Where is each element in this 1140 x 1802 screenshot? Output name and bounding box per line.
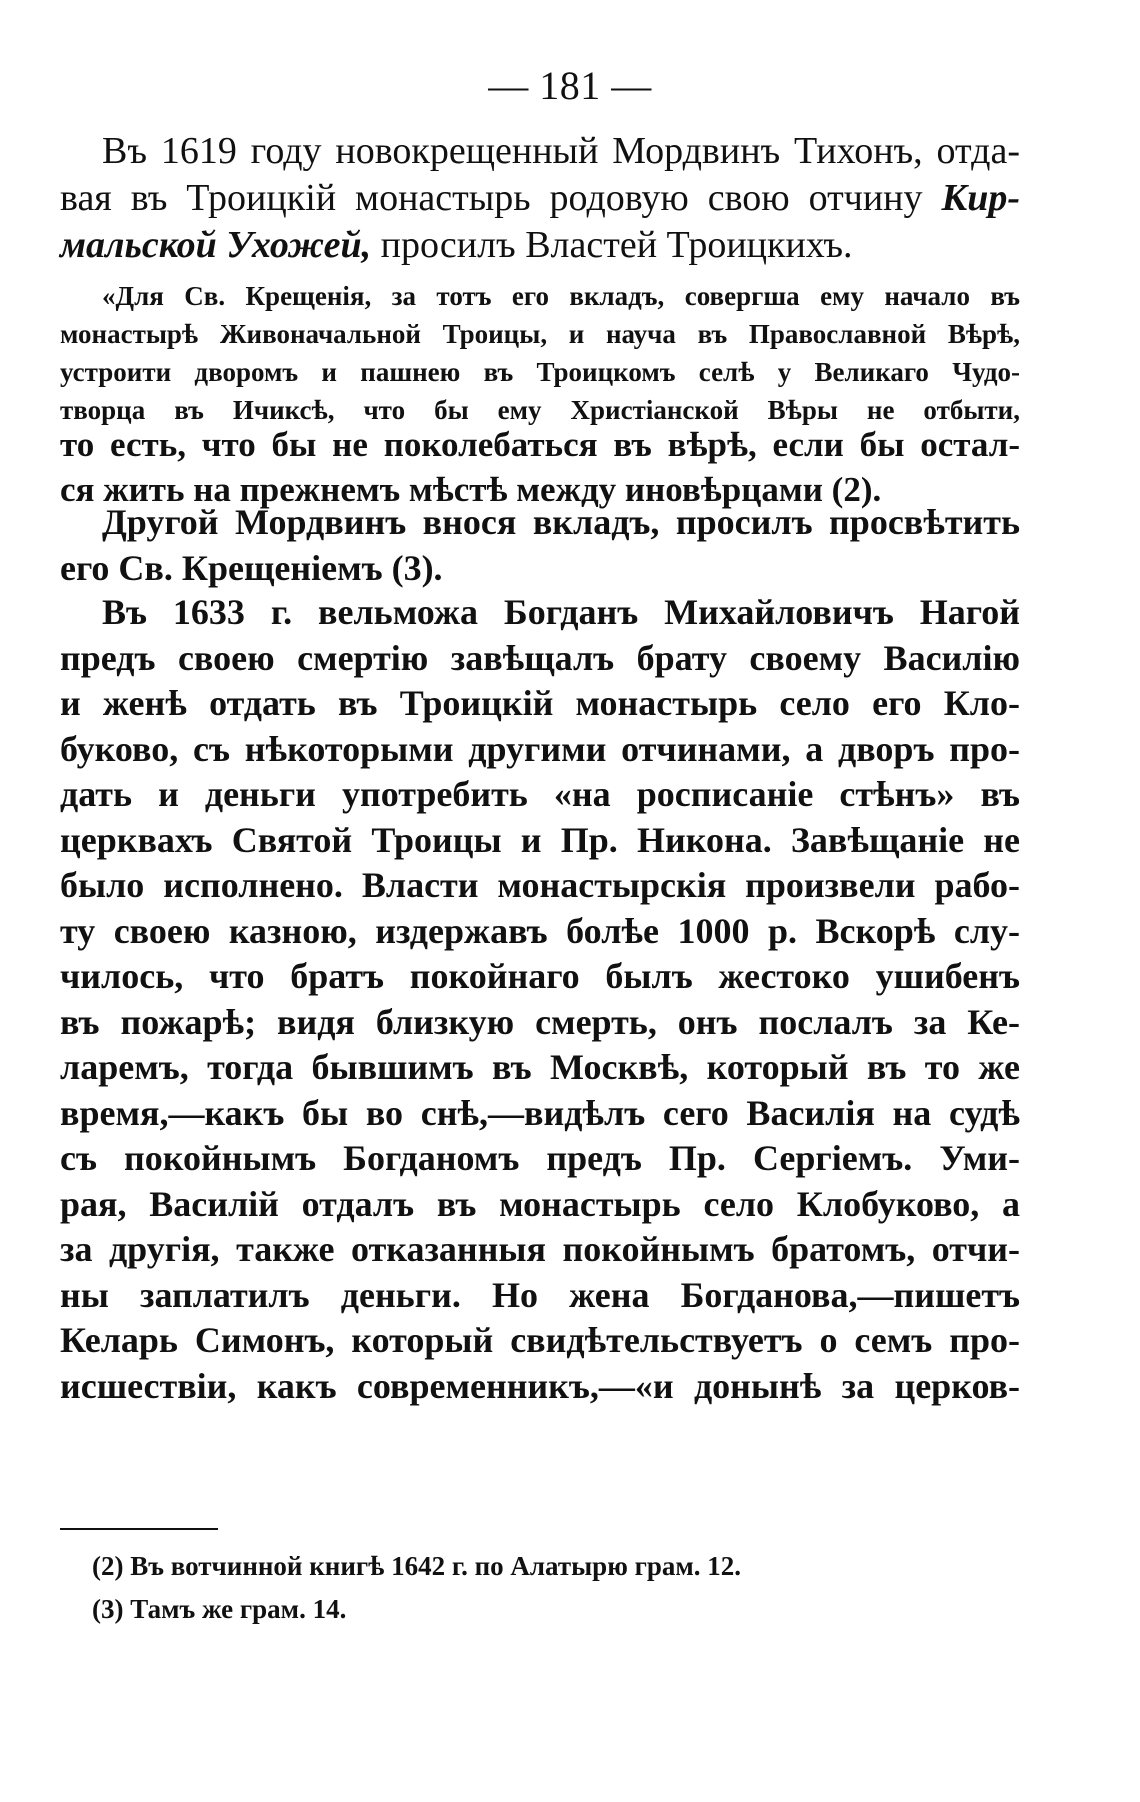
paragraph-2 — [60, 500, 1020, 591]
text-line — [60, 175, 1020, 222]
text-line: его Св. Крещеніемъ (3). — [60, 547, 443, 588]
text-line: Келарь Симонъ, который свидѣтельствуетъ о семъ про- — [60, 1320, 1020, 1360]
text-line — [60, 222, 1020, 269]
footnote-2: (2) Въ вотчинной книгѣ 1642 г. по Алатырю грам. 12. — [92, 1551, 742, 1581]
text-line: было исполнено. Власти монастырскія произвели рабо- — [60, 865, 1020, 905]
paragraph-3 — [60, 590, 1020, 1409]
text-line: Другой Мордвинъ внося вкладъ, просилъ просвѣтить — [102, 502, 1020, 542]
text-line: ны заплатилъ деньги. Но жена Богданова,—пишетъ — [60, 1274, 1020, 1315]
text-line: чилось, что братъ покойнаго былъ жестоко ушибенъ — [60, 956, 1020, 996]
footnote-divider — [60, 1528, 218, 1530]
text-line: съ покойнымъ Богданомъ предъ Пр. Сергіемъ. Уми- — [60, 1138, 1020, 1178]
quote-line: устроити дворомъ и пашнею въ Троицкомъ селѣ у Великаго Чудо- — [60, 357, 1020, 387]
text-line: исшествіи, какъ современникъ,—«и донынѣ за церков- — [60, 1365, 1020, 1406]
text-line: за другія, также отказанныя покойнымъ братомъ, отчи- — [60, 1229, 1020, 1269]
quote-line: ся жить на прежнемъ мѣстѣ между иновѣрцами (2). — [60, 470, 882, 509]
text-span: вая въ Троицкій монастырь родовую свою отчину — [60, 177, 942, 219]
quote-line: «Для Св. Крещенія, за тотъ его вкладъ, совергша ему начало въ — [102, 281, 1020, 311]
quote-line: то есть, что бы не поколебаться въ вѣрѣ, если бы остал- — [60, 425, 1020, 464]
text-line: церквахъ Святой Троицы и Пр. Никона. Завѣщаніе не — [60, 819, 1020, 860]
text-line: Въ 1633 г. вельможа Богданъ Михайловичъ Нагой — [102, 592, 1020, 632]
text-line: и женѣ отдать въ Троицкій монастырь село его Кло- — [60, 683, 1020, 723]
text-line: ларемъ, тогда бывшимъ въ Москвѣ, который въ то же — [60, 1047, 1020, 1087]
page-number: — 181 — — [488, 63, 652, 108]
footnote-3: (3) Тамъ же грам. 14. — [92, 1594, 347, 1624]
text-line: буково, съ нѣкоторыми другими отчинами, а дворъ про- — [60, 728, 1020, 769]
footnotes — [92, 1545, 972, 1631]
italic-text: мальской Ухожей, — [60, 224, 372, 266]
quote-large-text — [60, 422, 1020, 512]
text-line: предъ своею смертію завѣщалъ брату своему Василію — [60, 637, 1020, 678]
text-line: дать и деньги употребить «на росписаніе стѣнъ» въ — [60, 774, 1020, 814]
text-line: въ пожарѣ; видя близкую смерть, онъ послалъ за Ке- — [60, 1001, 1020, 1042]
quote-small-text — [60, 277, 1020, 429]
quote-line: творца въ Ичиксѣ, что бы ему Христіанской Вѣры не отбыти, — [60, 395, 1020, 425]
text-line: ту своею казною, издержавъ болѣе 1000 р. Вскорѣ слу- — [60, 910, 1020, 951]
text-line: рая, Василій отдалъ въ монастырь село Клобуково, а — [60, 1183, 1020, 1224]
text-span: просилъ Властей Троицкихъ. — [371, 224, 853, 266]
paragraph-1 — [60, 128, 1020, 269]
quote-line: монастырѣ Живоначальной Троицы, и науча въ Православной Вѣрѣ, — [60, 319, 1020, 349]
text-line: Въ 1619 году новокрещенный Мордвинъ Тихонъ, отда- — [102, 130, 1020, 172]
text-line: время,—какъ бы во снѣ,—видѣлъ сего Василія на судѣ — [60, 1092, 1020, 1133]
italic-text: Кир- — [941, 177, 1020, 219]
